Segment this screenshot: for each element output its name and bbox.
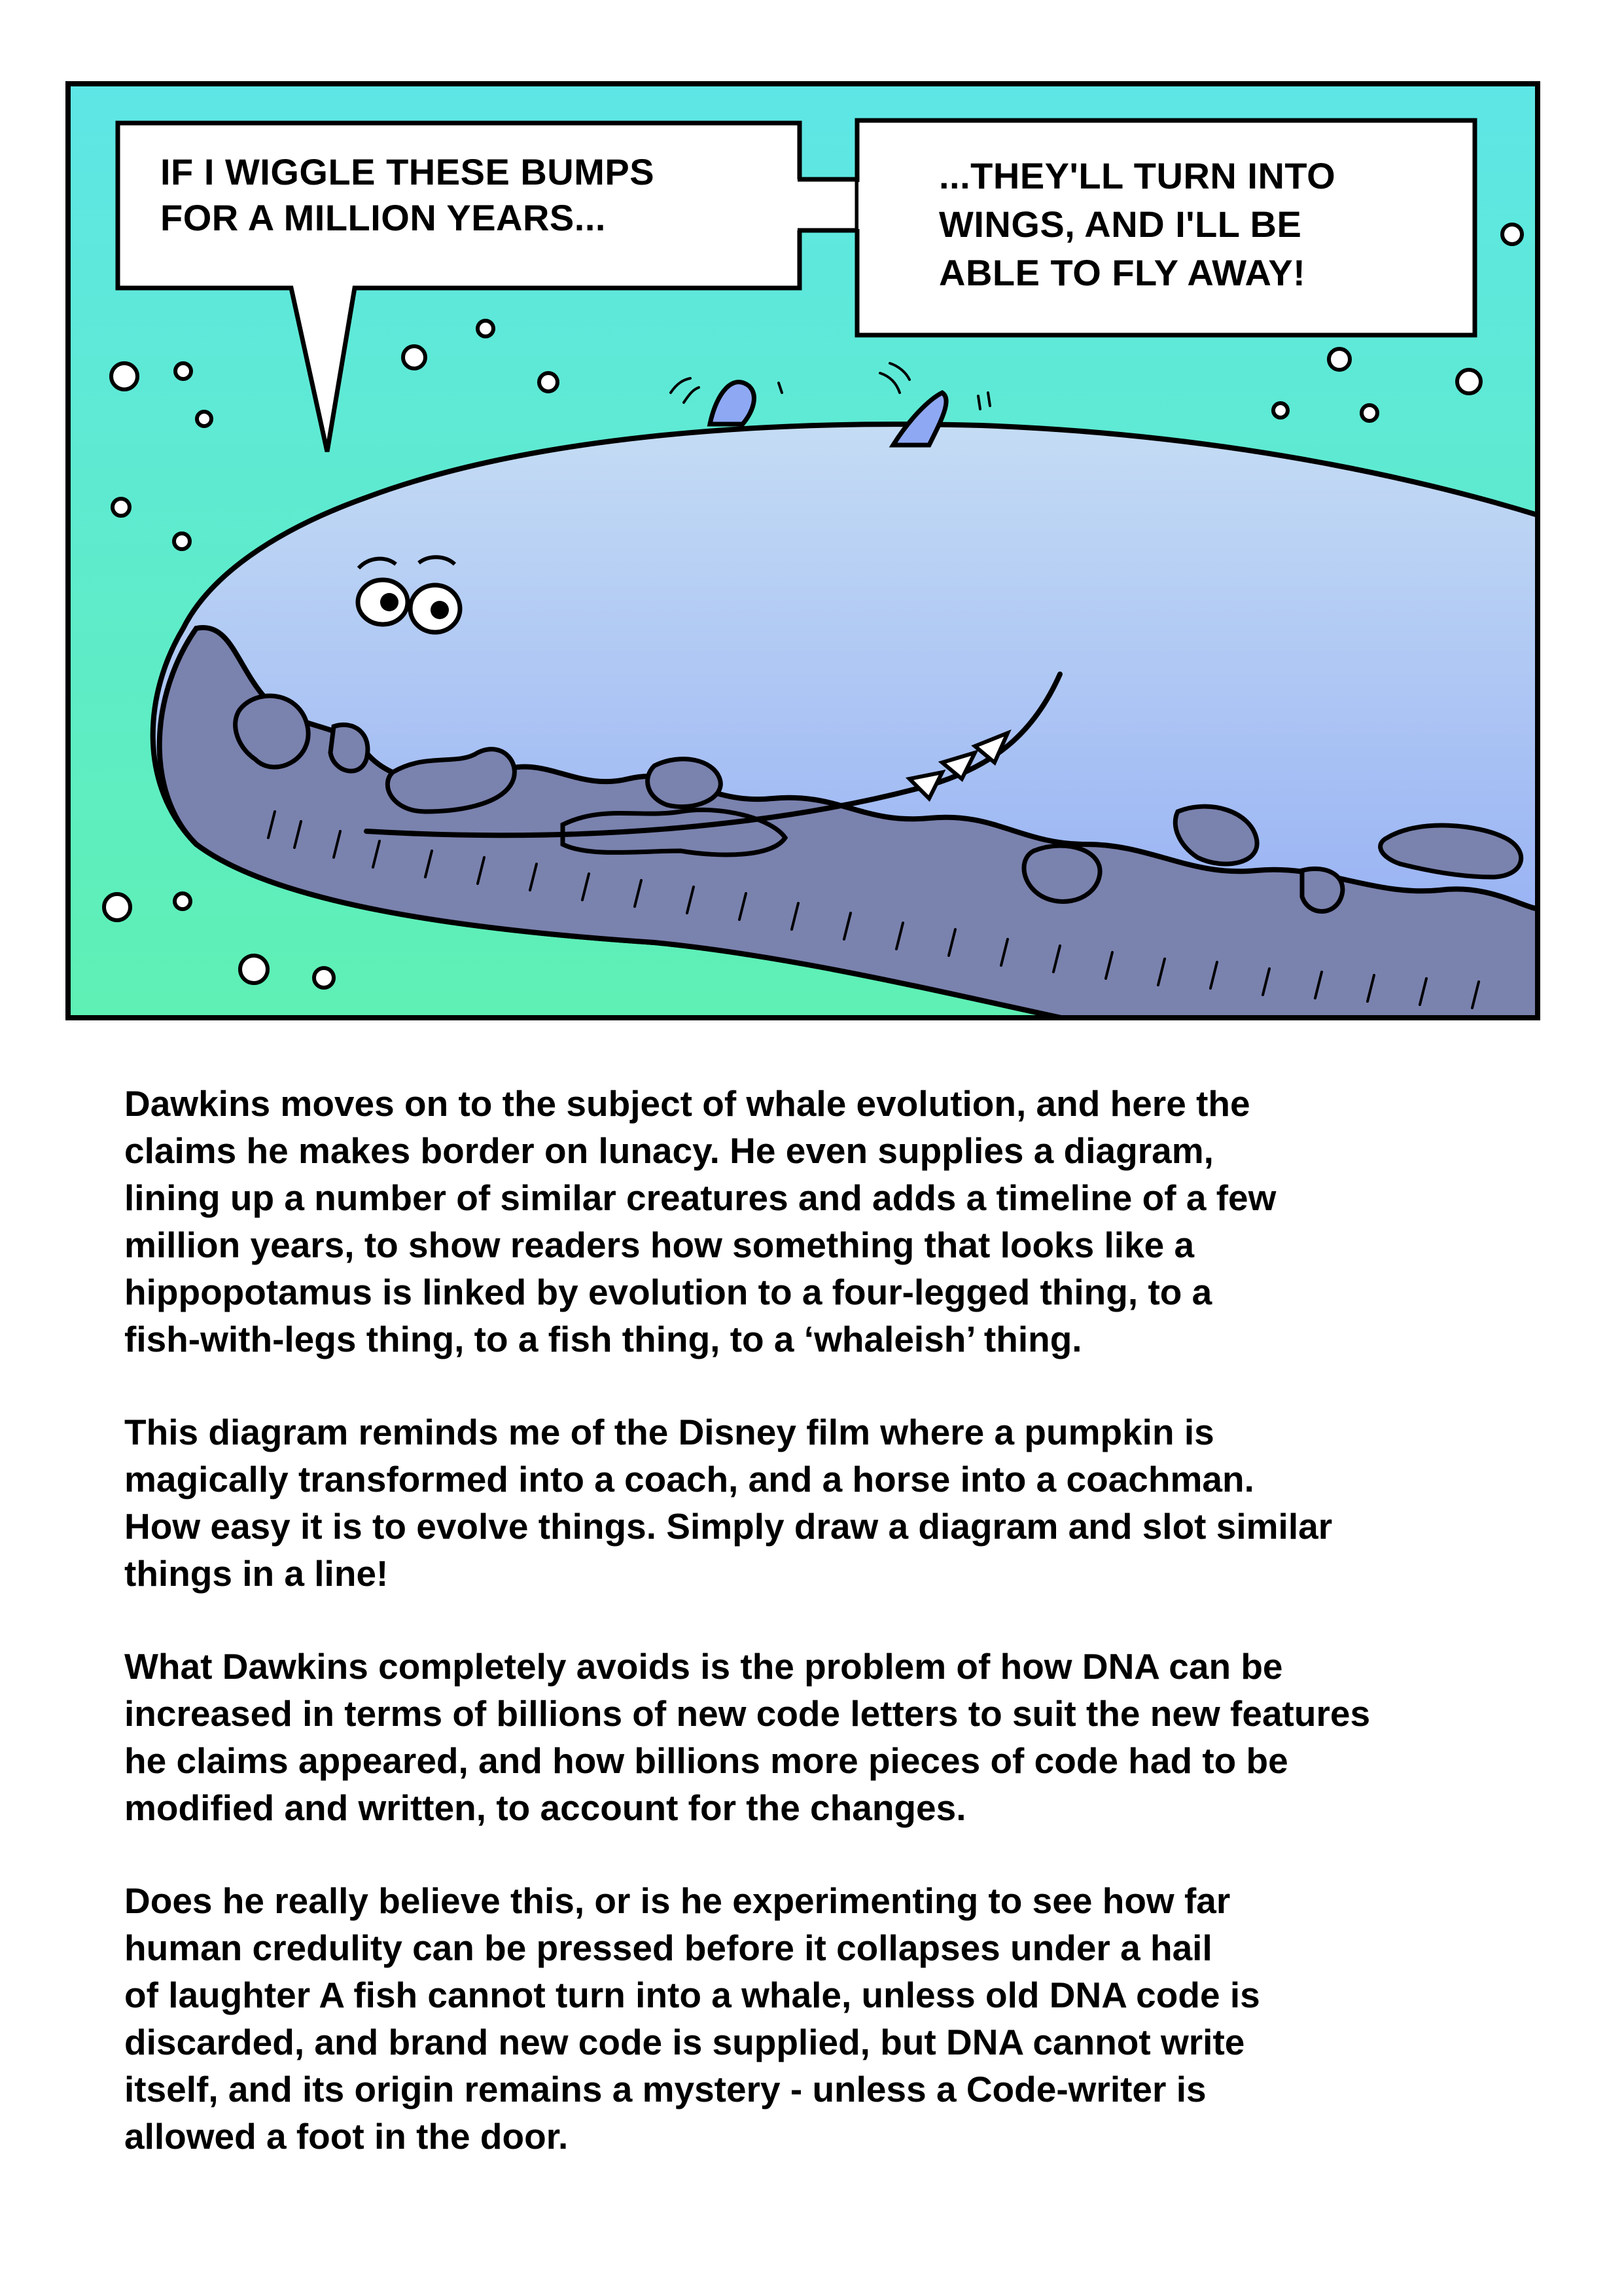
paragraph-4: Does he really believe this, or is he experimenting to see how far human credulity can be pressed before it collapses under a hail of laughter A fish cannot turn into a whale, unless old DNA code is discarded, and brand new code is supplied, but DNA cannot write itself, and its origin remains a mystery - unless a Code-writer is allowed a foot in the door. <box>124 1880 1260 2157</box>
speech-bubble-right-text: ...THEY'LL TURN INTO WINGS, AND I'LL BE ABLE TO FLY AWAY! <box>939 155 1336 293</box>
paragraph-1: Dawkins moves on to the subject of whale evolution, and here the claims he makes border on lunacy. He even supplies a diagram, lining up a number of similar creatures and adds a timeline of a few million years, to show readers how something that looks like a hippopotamus is linked by evolution to a four-legged thing, to a fish-with-legs thing, to a fish thing, to a ‘whaleish’ thing. <box>124 1083 1277 1359</box>
comic-panel <box>0 0 1624 1047</box>
article-body <box>124 1080 1590 2206</box>
speech-bubble-left-text: IF I WIGGLE THESE BUMPS FOR A MILLION YEARS... <box>160 151 655 238</box>
paragraph-2: This diagram reminds me of the Disney film where a pumpkin is magically transformed into a coach, and a horse into a coachman. How easy it is to evolve things. Simply draw a diagram and slot similar things in a line! <box>124 1412 1333 1594</box>
paragraph-3: What Dawkins completely avoids is the problem of how DNA can be increased in terms of billions of new code letters to suit the new features he claims appeared, and how billions more pieces of code had to be modified and written, to account for the changes. <box>124 1646 1371 1828</box>
